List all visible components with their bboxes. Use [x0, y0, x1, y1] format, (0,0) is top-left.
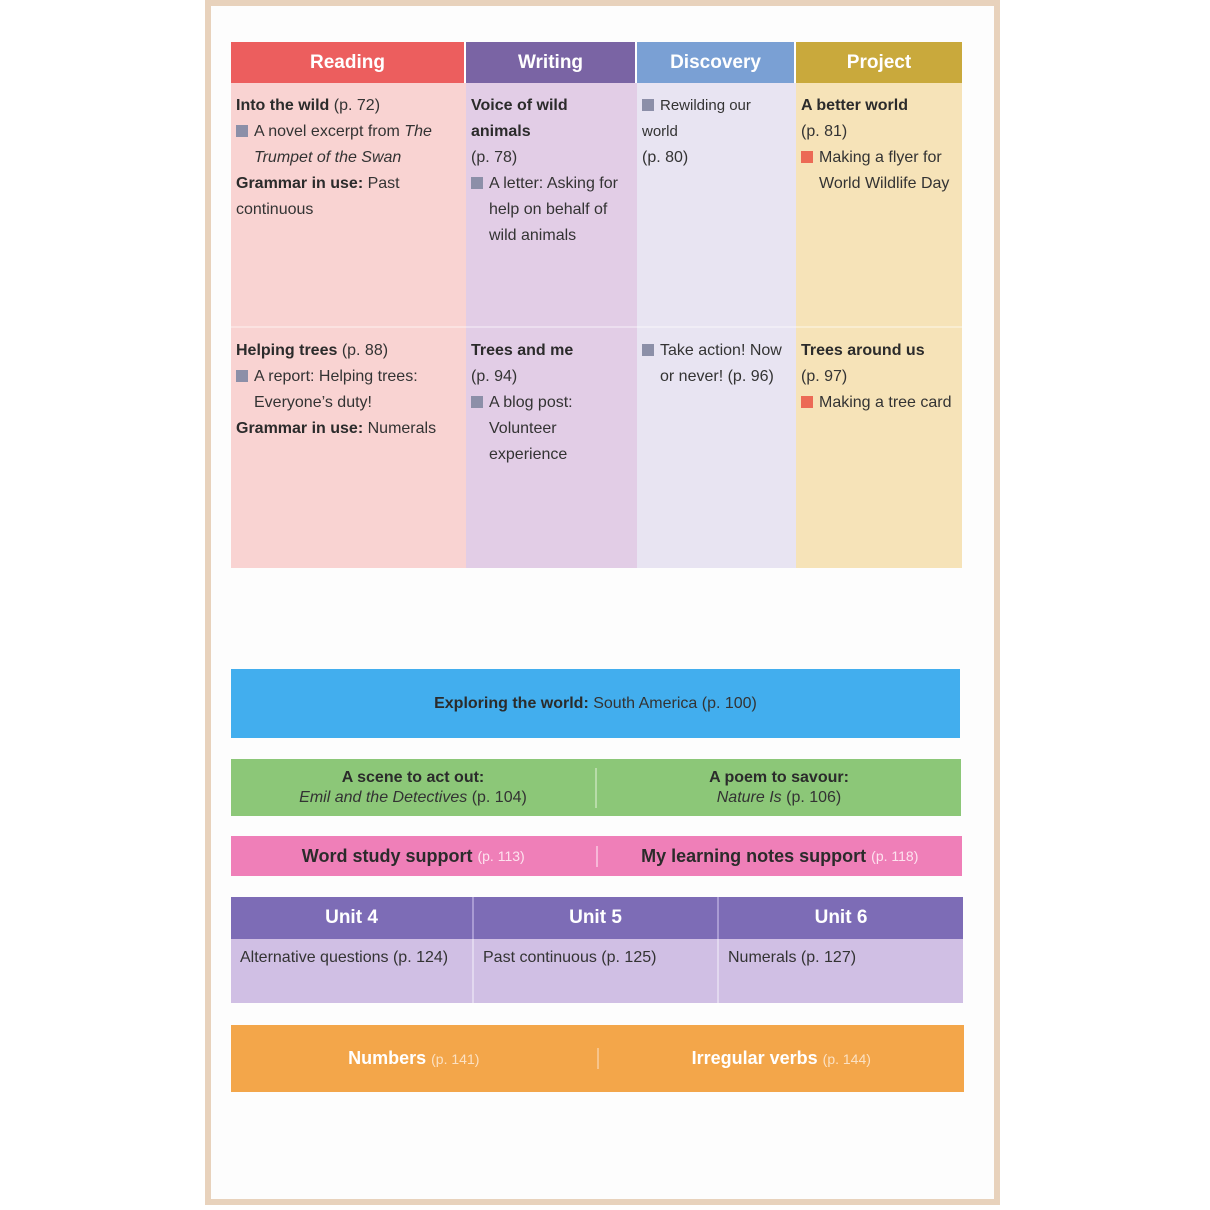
row2-writing-title: Trees and me: [471, 342, 574, 359]
square-bullet-icon: [471, 177, 483, 189]
row2-project-page: (p. 97): [801, 368, 848, 385]
row2-reading-item-2: Everyone’s duty!: [254, 394, 372, 411]
word-study-support: [231, 846, 598, 867]
row2-reading-title: Helping trees: [236, 342, 338, 359]
row1-writing-item-3: wild animals: [489, 227, 577, 244]
unit-item: Past continuous (p. 125): [474, 939, 719, 1003]
row1-project-title: A better world: [801, 97, 908, 114]
poem-section: [597, 768, 961, 808]
row2-project-cell: [796, 326, 962, 568]
word-study-page: (p. 113): [477, 848, 525, 864]
grammar-label: Grammar in use:: [236, 175, 364, 192]
row2-discovery-item: Take action! Now: [660, 342, 782, 359]
row1-reading-cell: [231, 83, 466, 326]
row1-discovery-page: (p. 80): [642, 149, 689, 166]
square-bullet-icon: [236, 370, 248, 382]
row2-project-item: Making a tree card: [819, 394, 952, 411]
appendix-banner: [231, 1025, 964, 1092]
header-discovery: Discovery: [637, 42, 796, 83]
contents-table: [231, 42, 962, 568]
scene-title: A scene to act out:: [341, 768, 485, 786]
row1-writing-cell: [466, 83, 637, 326]
row1-reading-item-italic: The: [404, 123, 432, 140]
numbers-section: [231, 1048, 599, 1069]
row1-project-item: Making a flyer for: [819, 149, 942, 166]
row2-discovery-cell: [637, 326, 796, 568]
row2-reading-item: A report: Helping trees:: [254, 368, 418, 385]
numbers-label: Numbers: [348, 1048, 427, 1068]
unit-header: Unit 4: [231, 897, 474, 939]
row1-project-page: (p. 81): [801, 123, 848, 140]
scene-book: Emil and the Detectives: [299, 788, 468, 806]
row2-writing-cell: [466, 326, 637, 568]
square-bullet-icon: [471, 396, 483, 408]
learning-notes-page: (p. 118): [871, 848, 919, 864]
header-writing: Writing: [466, 42, 637, 83]
irregular-verbs-label: Irregular verbs: [691, 1048, 818, 1068]
grammar-value: Past: [367, 175, 400, 192]
unit-item: Alternative questions (p. 124): [231, 939, 474, 1003]
grammar-value-cont: continuous: [236, 201, 314, 218]
row2-reading-cell: [231, 326, 466, 568]
row1-writing-item-2: help on behalf of: [489, 201, 608, 218]
scene-section: [231, 768, 597, 808]
unit-header: Unit 6: [719, 897, 963, 939]
irregular-verbs-section: [599, 1048, 965, 1069]
irregular-verbs-page: (p. 144): [822, 1050, 871, 1067]
row1-reading-title: Into the wild: [236, 97, 330, 114]
row1-reading-item: A novel excerpt from: [254, 123, 405, 140]
row2-writing-page: (p. 94): [471, 368, 518, 385]
row2-reading-page: (p. 88): [341, 342, 389, 359]
header-project: Project: [796, 42, 962, 83]
grammar-label: Grammar in use:: [236, 420, 364, 437]
grammar-value: Numerals: [367, 420, 437, 437]
learning-notes-support: [598, 846, 963, 867]
header-reading: Reading: [231, 42, 466, 83]
numbers-page: (p. 141): [431, 1050, 480, 1067]
unit-header: Unit 5: [474, 897, 719, 939]
square-bullet-icon: [642, 99, 654, 111]
exploring-text: South America (p. 100): [593, 694, 757, 712]
poem-page: (p. 106): [786, 788, 842, 806]
square-bullet-icon: [236, 125, 248, 137]
exploring-label: Exploring the world:: [434, 694, 589, 712]
square-bullet-icon: [642, 344, 654, 356]
row1-writing-page: (p. 78): [471, 149, 518, 166]
support-banner: [231, 836, 962, 876]
square-bullet-icon: [801, 396, 813, 408]
units-table: [231, 897, 963, 1003]
row1-reading-book-title: Trumpet of the Swan: [254, 149, 402, 166]
row1-writing-title: Voice of wild animals: [471, 97, 568, 140]
row1-discovery-cell: [637, 83, 796, 326]
row1-project-cell: [796, 83, 962, 326]
poem-book: Nature Is: [716, 788, 782, 806]
row1-project-item-2: World Wildlife Day: [819, 175, 950, 192]
row1-discovery-item: Rewilding our world: [642, 97, 751, 140]
row2-discovery-item-2: or never! (p. 96): [660, 368, 774, 385]
row2-writing-item-2: Volunteer: [489, 420, 557, 437]
row2-project-title: Trees around us: [801, 342, 925, 359]
row2-writing-item: A blog post:: [489, 394, 573, 411]
row1-writing-item: A letter: Asking for: [489, 175, 618, 192]
scene-page: (p. 104): [471, 788, 527, 806]
poem-title: A poem to savour:: [709, 768, 849, 786]
exploring-banner: [231, 669, 960, 738]
unit-item: Numerals (p. 127): [719, 939, 963, 1003]
square-bullet-icon: [801, 151, 813, 163]
word-study-label: Word study support: [301, 845, 473, 866]
row1-reading-page: (p. 72): [333, 97, 381, 114]
learning-notes-label: My learning notes support: [641, 845, 867, 866]
scenes-banner: [231, 759, 961, 816]
row2-writing-item-3: experience: [489, 446, 568, 463]
